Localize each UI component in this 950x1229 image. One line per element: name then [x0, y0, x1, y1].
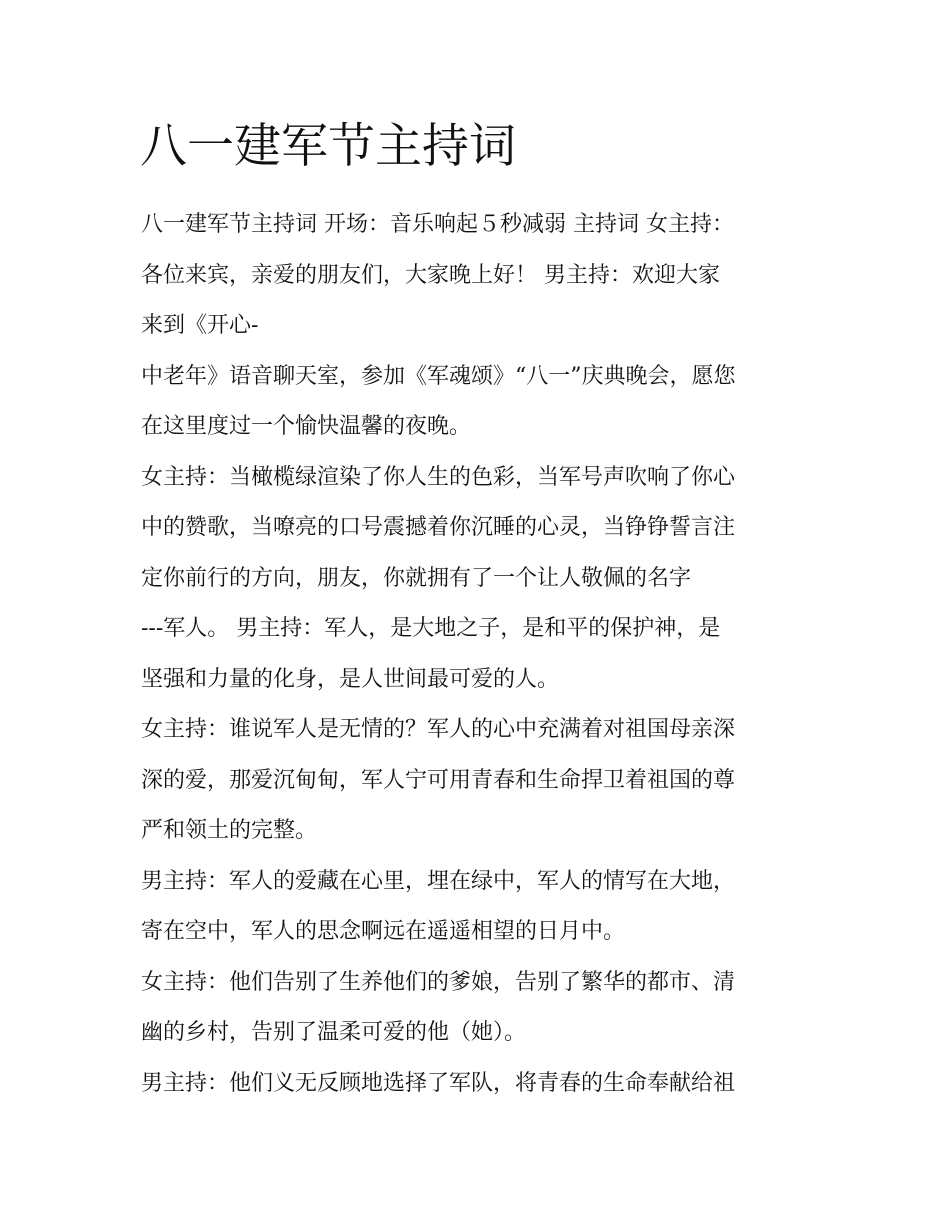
text-line: 女主持：他们告别了生养他们的爹娘，告别了繁华的都市、清	[141, 969, 736, 995]
text-line: 女主持：当橄榄绿渲染了你人生的色彩，当军号声吹响了你心	[141, 464, 736, 490]
text-line: 来到《开心-	[141, 313, 259, 338]
text-line: 各位来宾，亲爱的朋友们，大家晚上好！ 男主持：欢迎大家	[141, 262, 720, 288]
document-body	[141, 200, 831, 1109]
text-line: 中老年》语音聊天室，参加《军魂颂》“八一”庆典晚会，愿您	[141, 363, 736, 389]
text-line: 幽的乡村，告别了温柔可爱的他（她）。	[141, 1020, 527, 1045]
text-line: 严和领土的完整。	[141, 818, 318, 843]
text-line: 定你前行的方向，朋友，你就拥有了一个让人敬佩的名字	[141, 565, 692, 591]
text-line: 女主持：谁说军人是无情的？军人的心中充满着对祖国母亲深	[141, 717, 736, 742]
document-title: 八一建军节主持词	[140, 119, 516, 174]
text-line: 中的赞歌，当嘹亮的口号震撼着你沉睡的心灵，当铮铮誓言注	[141, 515, 736, 540]
text-line: ---军人。 男主持：军人，是大地之子，是和平的保护神，是	[141, 616, 721, 641]
text-line: 男主持：军人的爱藏在心里，埋在绿中，军人的情写在大地，	[141, 868, 736, 894]
text-line: 深的爱，那爱沉甸甸，军人宁可用青春和生命捍卫着祖国的尊	[141, 767, 736, 793]
text-line: 男主持：他们义无反顾地选择了军队，将青春的生命奉献给祖	[141, 1070, 736, 1096]
text-line: 在这里度过一个愉快温馨的夜晚。	[141, 414, 472, 439]
text-line: 八一建军节主持词 开场：音乐响起５秒减弱 主持词 女主持：	[141, 212, 734, 237]
text-line: 寄在空中，军人的思念啊远在遥遥相望的日月中。	[141, 919, 626, 944]
text-line: 坚强和力量的化身，是人世间最可爱的人。	[141, 666, 560, 692]
